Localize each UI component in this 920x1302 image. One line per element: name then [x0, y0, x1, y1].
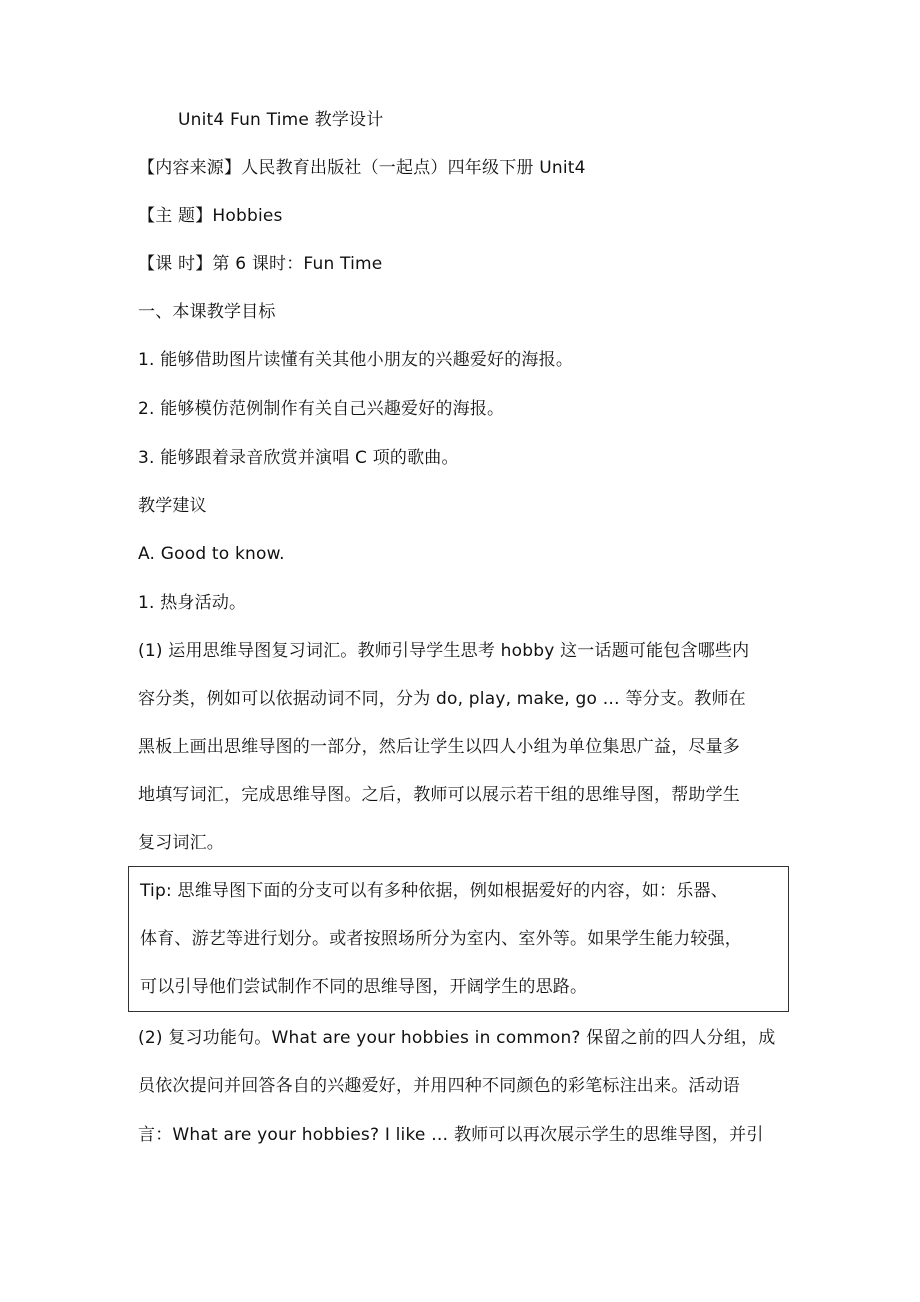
objective-item: 3. 能够跟着录音欣赏并演唱 C 项的歌曲。 — [138, 448, 459, 468]
tip-line: 体育、游艺等进行划分。或者按照场所分为室内、室外等。如果学生能力较强， — [140, 929, 742, 949]
objective-item: 1. 能够借助图片读懂有关其他小朋友的兴趣爱好的海报。 — [138, 350, 574, 370]
section-heading-objectives: 一、本课教学目标 — [138, 302, 276, 322]
part-a-heading: A. Good to know. — [138, 544, 285, 564]
tip-line: Tip: 思维导图下面的分支可以有多种依据，例如根据爱好的内容，如：乐器、 — [140, 881, 728, 901]
tip-box — [128, 866, 789, 1012]
paragraph-line: 容分类，例如可以依据动词不同，分为 do, play, make, go … 等分支。教师在 — [138, 689, 746, 709]
paragraph-line: 员依次提问并回答各自的兴趣爱好，并用四种不同颜色的彩笔标注出来。活动语 — [138, 1076, 740, 1096]
paragraph-line: 地填写词汇，完成思维导图。之后，教师可以展示若干组的思维导图，帮助学生 — [138, 785, 740, 805]
document-title: Unit4 Fun Time 教学设计 — [178, 110, 384, 130]
meta-period: 【课 时】第 6 课时：Fun Time — [138, 254, 383, 274]
paragraph-line: 言：What are your hobbies? I like … 教师可以再次展示学生的思维导图，并引 — [138, 1125, 764, 1145]
paragraph-line: (2) 复习功能句。What are your hobbies in common? 保留之前的四人分组，成 — [138, 1028, 776, 1048]
objective-item: 2. 能够模仿范例制作有关自己兴趣爱好的海报。 — [138, 399, 505, 419]
paragraph-line: 复习词汇。 — [138, 833, 224, 853]
paragraph-line: (1) 运用思维导图复习词汇。教师引导学生思考 hobby 这一话题可能包含哪些内 — [138, 641, 750, 661]
step-heading: 1. 热身活动。 — [138, 593, 247, 613]
paragraph-line: 黑板上画出思维导图的一部分，然后让学生以四人小组为单位集思广益，尽量多 — [138, 737, 740, 757]
meta-topic: 【主 题】Hobbies — [138, 206, 283, 226]
tip-line: 可以引导他们尝试制作不同的思维导图，开阔学生的思路。 — [140, 977, 588, 997]
section-heading-suggestions: 教学建议 — [138, 496, 207, 516]
meta-source: 【内容来源】人民教育出版社（一起点）四年级下册 Unit4 — [138, 158, 586, 178]
